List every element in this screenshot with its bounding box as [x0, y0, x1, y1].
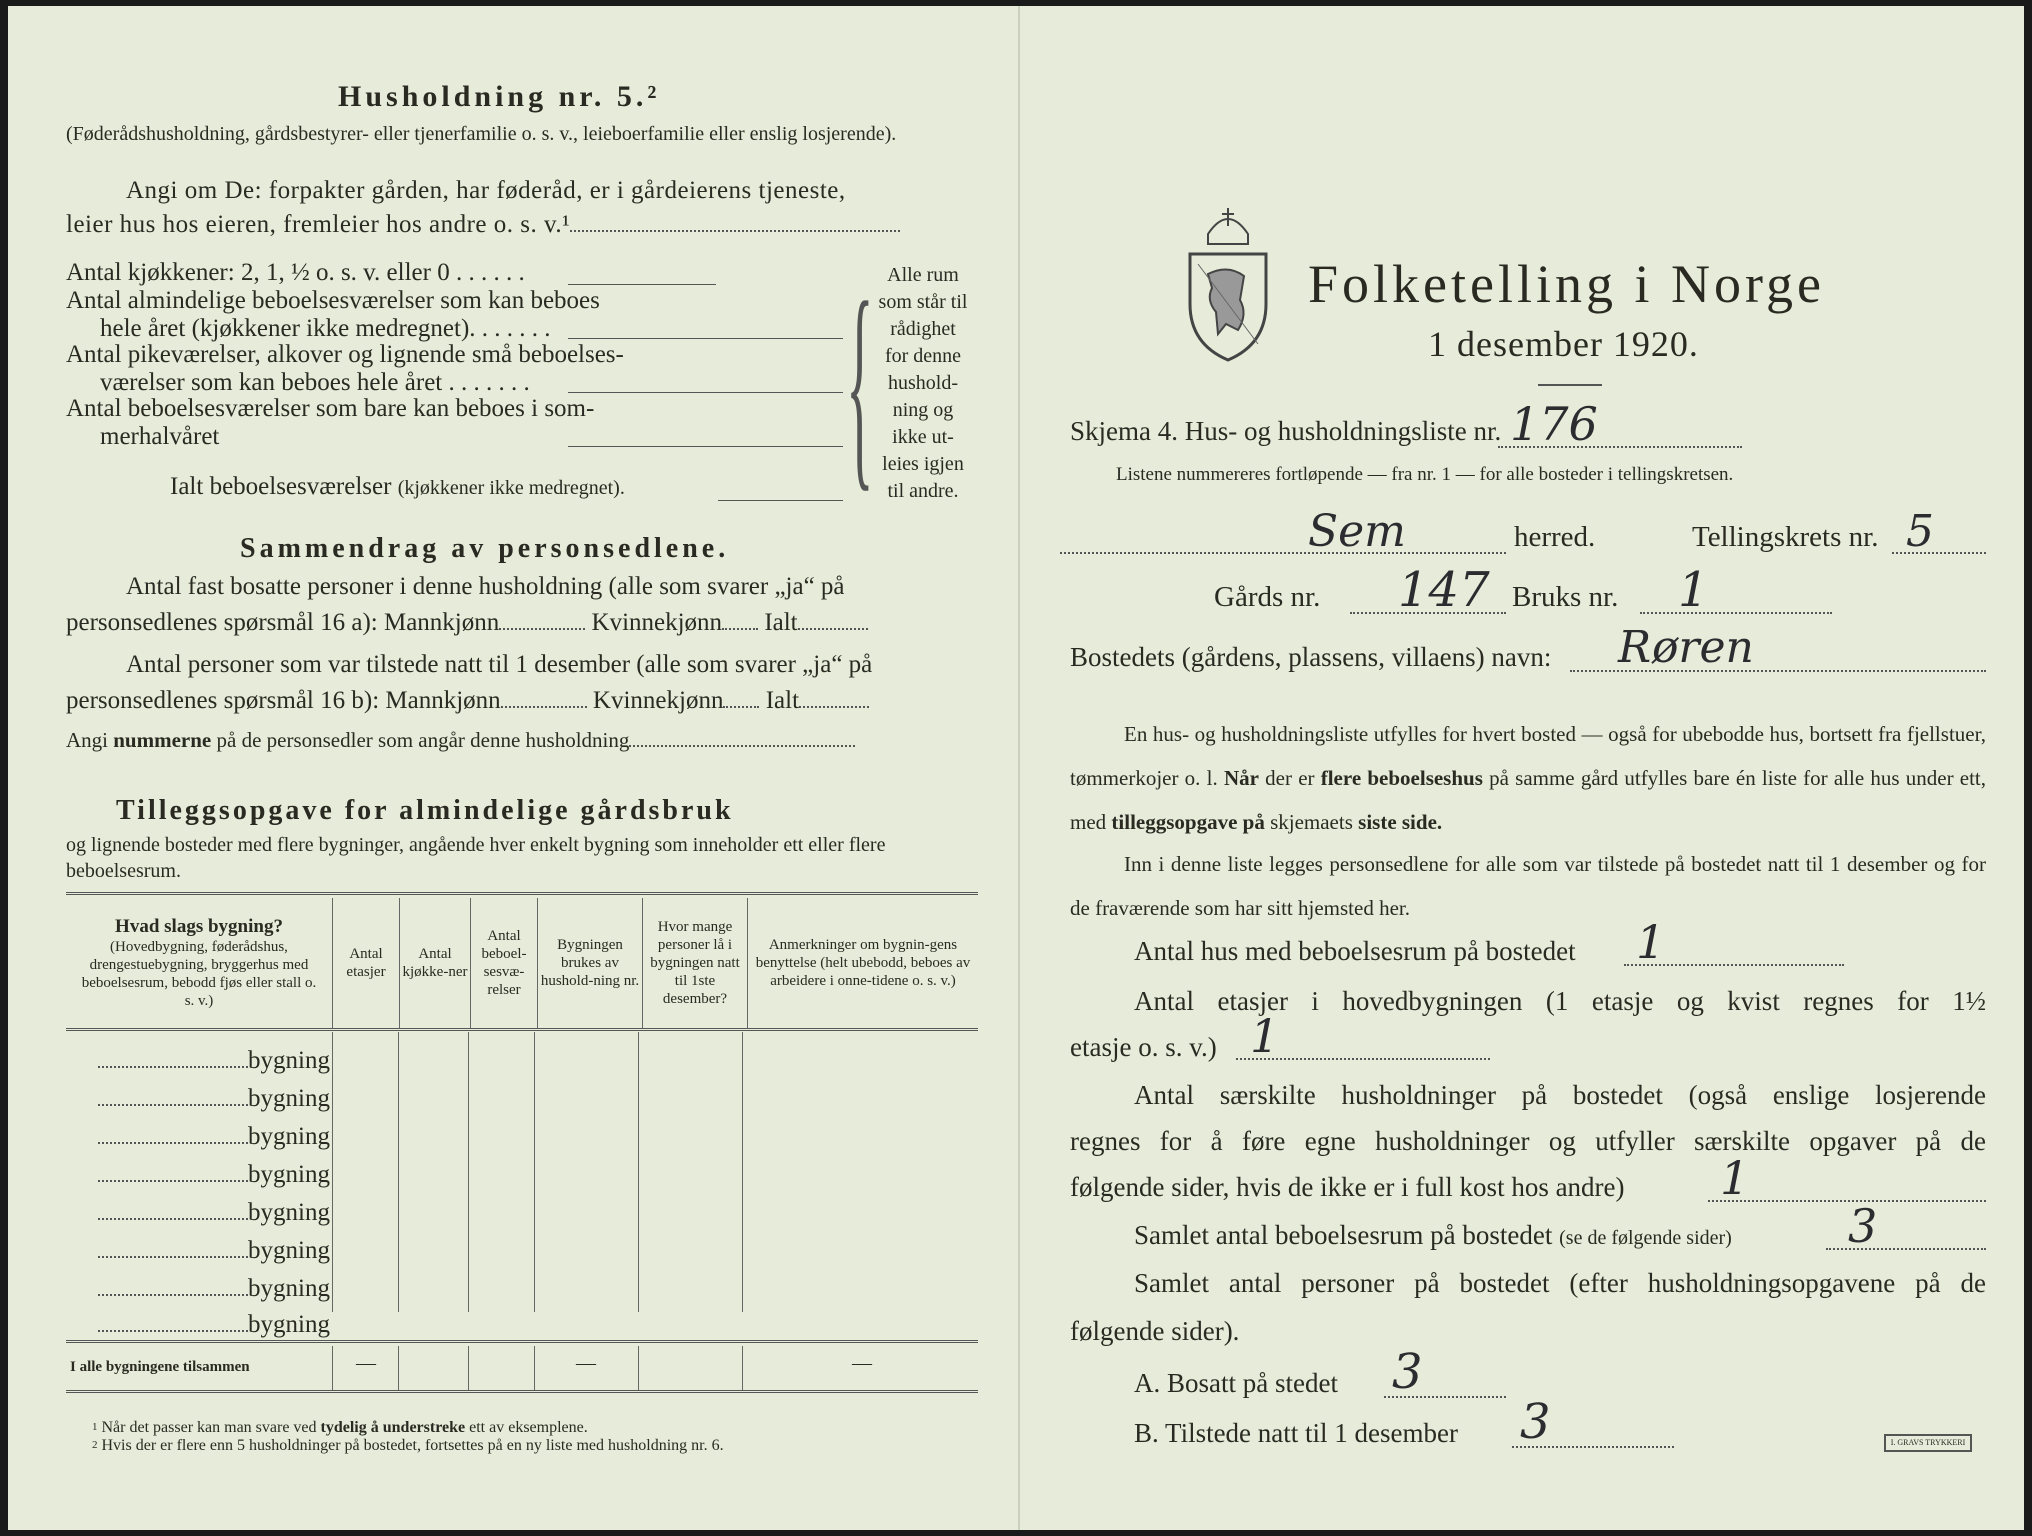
side-note-line: leies igjen: [882, 453, 964, 475]
bosatt-value[interactable]: 3: [1392, 1344, 1423, 1400]
bruks-value[interactable]: 1: [1678, 562, 1709, 618]
col-divider: [398, 1346, 399, 1390]
sammendrag-1b: [66, 608, 868, 638]
nummerne-pre: Angi: [66, 728, 108, 752]
col-divider: [534, 1346, 535, 1390]
sammendrag-2b-label: personsedlenes spørsmål 16 b): Mannkjønn: [66, 687, 501, 714]
col-husholdning-nr: Bygningen brukes av hushold-ning nr.: [538, 898, 643, 1028]
gards-label: Gårds nr.: [1214, 581, 1321, 613]
building-table: [66, 898, 978, 1028]
col-beboelsesvaerelser: Antal beboel-sesvæ-relser: [471, 898, 538, 1028]
row-label: bygning: [248, 1237, 330, 1264]
saerskilte-field-line[interactable]: [1708, 1200, 1986, 1202]
row-label: bygning: [248, 1085, 330, 1112]
rooms-sommer-1: Antal beboelsesværelser som bare kan beboes i som-: [66, 395, 595, 422]
row-label: bygning: [248, 1311, 330, 1338]
antal-etasjer-2: etasje o. s. v.): [1070, 1032, 1217, 1062]
mann-1-field[interactable]: [499, 628, 585, 630]
samlet-rum-note: (se de følgende sider): [1559, 1227, 1732, 1249]
samlet-pers-1: Samlet antal personer på bostedet (efter husholdningsopgavene på de: [1134, 1268, 1986, 1298]
nummerne-bold: nummerne: [113, 728, 212, 752]
para-1-bold: tilleggsopgave på: [1111, 810, 1265, 834]
para-1-text: på samme gård utfylles bare én liste for alle hus under ett, med: [1070, 766, 1987, 834]
census-date: 1 desember 1920.: [1428, 324, 1699, 364]
ialt-1-label: Ialt: [764, 609, 798, 636]
para-1: [1070, 712, 1986, 844]
samlet-pers-2: følgende sider).: [1070, 1316, 1240, 1346]
bruks-field-line[interactable]: [1640, 612, 1832, 614]
table-row[interactable]: [66, 1274, 330, 1304]
row-label: bygning: [248, 1161, 330, 1188]
col-divider: [742, 1346, 743, 1390]
col-divider: [638, 1346, 639, 1390]
sammendrag-1b-label: personsedlenes spørsmål 16 a): Mannkjønn: [66, 609, 500, 636]
title-divider: [1538, 384, 1602, 386]
bruks-label: Bruks nr.: [1512, 581, 1619, 613]
row-label: bygning: [248, 1199, 330, 1226]
bosatt-label: A. Bosatt på stedet: [1134, 1368, 1338, 1398]
side-note-line: ikke ut-: [892, 426, 954, 448]
row-label: bygning: [248, 1047, 330, 1074]
col-building-type-sub: (Hovedbygning, føderådshus, drengestuebygning, bryggerhus med beboelsesrum, bebodd fjøs eller stall o. s. v.): [81, 939, 317, 1009]
kvinne-1-label: Kvinnekjønn: [591, 609, 723, 636]
table-row[interactable]: [66, 1046, 330, 1076]
table-total-row: [66, 1354, 978, 1384]
rooms-sommer-2: merhalvåret: [100, 423, 220, 450]
samlet-rum-label: Samlet antal beboelsesrum på bostedet: [1134, 1220, 1553, 1250]
tillegg-text: og lignende bosteder med flere bygninger, angående hver enkelt bygning som inneholder ett eller flere beboelsesrum.: [66, 834, 886, 882]
antal-etasjer-1: Antal etasjer i hovedbygningen (1 etasje og kvist regnes for 1½: [1134, 986, 1986, 1016]
rooms-kjokkener-line[interactable]: [568, 284, 716, 285]
table-body-rule: [66, 1340, 978, 1343]
col-building-type: [66, 898, 333, 1028]
right-page: [1018, 6, 2024, 1530]
col-divider: [398, 1032, 399, 1312]
para-1-text: skjemaets: [1270, 810, 1353, 834]
nummerne-line: [66, 728, 855, 752]
col-kjokkener: Antal kjøkke-ner: [400, 898, 471, 1028]
table-top-rule: [66, 892, 978, 895]
ialt-2-field[interactable]: [799, 706, 869, 708]
rooms-side-note: [868, 262, 978, 505]
saerskilte-1: Antal særskilte husholdninger på bostedet (også enslige losjerende: [1134, 1080, 1986, 1110]
rooms-almindelige-2: hele året (kjøkkener ikke medregnet). . . . . . .: [100, 315, 551, 342]
table-bottom-rule: [66, 1390, 978, 1393]
mann-2-field[interactable]: [501, 706, 587, 708]
sammendrag-title: Sammendrag av personsedlene.: [240, 533, 730, 564]
bostedet-value[interactable]: Røren: [1618, 622, 1754, 673]
row-label: bygning: [248, 1123, 330, 1150]
col-divider: [638, 1032, 639, 1312]
col-etasjer: Antal etasjer: [333, 898, 400, 1028]
tellingskrets-label: Tellingskrets nr.: [1692, 521, 1879, 553]
rooms-almindelige-1: Antal almindelige beboelsesværelser som kan beboes: [66, 287, 600, 314]
side-note-line: som står til: [878, 291, 968, 313]
side-note-line: ning og: [892, 399, 954, 421]
kvinne-2-label: Kvinnekjønn: [592, 687, 724, 714]
herred-value[interactable]: Sem: [1308, 506, 1406, 557]
col-personer: Hvor mange personer lå i bygningen natt til 1ste desember?: [643, 898, 748, 1028]
ialt-2-label: Ialt: [765, 687, 800, 714]
tellingskrets-value[interactable]: 5: [1906, 506, 1934, 557]
census-sheet: [8, 6, 2024, 1530]
col-divider: [534, 1032, 535, 1312]
footnote-1-bold: tydelig å understreke: [320, 1419, 466, 1436]
building-table-header: [66, 898, 978, 1028]
col-divider: [468, 1346, 469, 1390]
footnote-2-text: Hvis der er flere enn 5 husholdninger på bostedet, fortsettes på en ny liste med husholdning nr. 6.: [101, 1437, 724, 1454]
skjema-label: Skjema 4. Hus- og husholdningsliste nr.: [1070, 416, 1502, 446]
antal-hus-label: Antal hus med beboelsesrum på bostedet: [1134, 936, 1576, 966]
col-divider: [742, 1032, 743, 1312]
col-divider: [332, 1346, 333, 1390]
table-row[interactable]: [66, 1236, 330, 1266]
antal-etasjer-value[interactable]: 1: [1250, 1009, 1280, 1063]
col-anmerkninger: Anmerkninger om bygnin-gens benyttelse (helt ubebodd, beboes av arbeidere i onne-tidene o. s. v.): [748, 898, 979, 1028]
para-1-bold: flere beboelseshus: [1320, 766, 1483, 790]
herred-field-line[interactable]: [1060, 552, 1506, 554]
side-note-line: rådighet: [890, 318, 956, 340]
saerskilte-3: følgende sider, hvis de ikke er i full kost hos andre): [1070, 1172, 1625, 1202]
angi-line-2: [66, 210, 900, 240]
skjema-value[interactable]: 176: [1510, 397, 1598, 451]
side-note-line: til andre.: [887, 480, 959, 502]
para-1-bold: Når: [1223, 766, 1259, 790]
bostedet-label: Bostedets (gårdens, plassens, villaens) navn:: [1070, 642, 1552, 672]
skjema-line: [1070, 416, 1501, 446]
rooms-brace: {: [846, 255, 874, 510]
gards-value[interactable]: 147: [1398, 562, 1490, 618]
listene-note: Listene nummereres fortløpende — fra nr. 1 — for alle bosteder i tellingskretsen.: [1116, 464, 1734, 485]
rooms-pike-line[interactable]: [568, 392, 843, 393]
rooms-almindelige-line[interactable]: [568, 338, 843, 339]
rooms-pike-2: værelser som kan beboes hele året . . . . . . .: [100, 369, 530, 396]
tilstede-label: B. Tilstede natt til 1 desember: [1134, 1418, 1458, 1448]
col-divider: [468, 1032, 469, 1312]
total-dash: —: [852, 1352, 872, 1374]
total-dash: —: [576, 1352, 596, 1374]
sammendrag-1a: Antal fast bosatte personer i denne husholdning (alle som svarer „ja“ på: [126, 573, 845, 600]
col-divider: [332, 1032, 333, 1312]
household-title: Husholdning nr. 5.²: [338, 80, 661, 113]
rooms-ialt-note: (kjøkkener ikke medregnet).: [397, 477, 625, 499]
para-1-bold: siste side.: [1358, 810, 1443, 834]
footnote-1: [92, 1418, 588, 1437]
table-row[interactable]: [66, 1198, 330, 1228]
rooms-ialt: [170, 472, 625, 502]
total-dash: —: [356, 1352, 376, 1374]
col-building-type-title: Hvad slags bygning?: [115, 916, 283, 937]
para-1-text: der er: [1265, 766, 1315, 790]
household-intro: (Føderådshusholdning, gårdsbestyrer- eller tjenerfamilie o. s. v., leieboerfamilie eller enslig losjerende).: [66, 123, 897, 145]
kvinne-2-field[interactable]: [723, 706, 759, 708]
table-header-rule: [66, 1028, 978, 1031]
coat-of-arms-icon: [1178, 204, 1278, 364]
nummerne-post: på de personsedler som angår denne husholdning: [216, 728, 630, 752]
tilstede-value[interactable]: 3: [1520, 1394, 1551, 1450]
table-row[interactable]: [66, 1160, 330, 1190]
census-title: Folketelling i Norge: [1308, 254, 1825, 314]
rooms-sommer-line[interactable]: [568, 446, 843, 447]
rooms-ialt-line[interactable]: [718, 500, 843, 501]
rooms-ialt-label: Ialt beboelsesværelser: [170, 473, 392, 500]
footnote-1-pre: Når det passer kan man svare ved: [101, 1419, 317, 1436]
side-note-line: hushold-: [888, 372, 958, 394]
ialt-1-field[interactable]: [798, 628, 868, 630]
saerskilte-2: regnes for å føre egne husholdninger og utfyller særskilte opgaver på de: [1070, 1126, 1986, 1156]
para-1-text: En hus- og husholdningsliste utfylles for hvert bosted — også for ubebodde hus, bortsett fra fjellstuer, tømmerkojer o. l.: [1070, 722, 1986, 790]
kvinne-1-field[interactable]: [722, 628, 758, 630]
angi-line-2-text: leier hus hos eieren, fremleier hos andre o. s. v.¹: [66, 211, 571, 238]
footnote-2-mark: 2: [92, 1439, 98, 1451]
saerskilte-value[interactable]: 1: [1720, 1151, 1750, 1205]
angi-line-1: Angi om De: forpakter gården, har føderåd, er i gårdeierens tjeneste,: [126, 177, 846, 204]
footnote-2: [92, 1436, 724, 1455]
samlet-rum-line: [1134, 1220, 1732, 1250]
footnote-1-mark: 1: [92, 1421, 98, 1433]
side-note-line: Alle rum: [887, 264, 959, 286]
printer-stamp: [1884, 1434, 1972, 1452]
table-row[interactable]: [66, 1310, 330, 1340]
row-label: bygning: [248, 1275, 330, 1302]
angi-answer-line[interactable]: [570, 230, 900, 232]
samlet-rum-value[interactable]: 3: [1848, 1199, 1878, 1253]
printer-stamp-text: I. GRAVS TRYKKERI: [1890, 1438, 1966, 1447]
left-page: [8, 6, 1018, 1530]
tillegg-title: Tilleggsopgave for almindelige gårdsbruk: [116, 795, 734, 826]
table-row[interactable]: [66, 1084, 330, 1114]
sammendrag-2a: Antal personer som var tilstede natt til 1 desember (alle som svarer „ja“ på: [126, 651, 873, 678]
antal-hus-value[interactable]: 1: [1636, 915, 1666, 969]
herred-label: herred.: [1514, 521, 1596, 553]
sammendrag-2b: [66, 686, 869, 716]
rooms-pike-1: Antal pikeværelser, alkover og lignende små beboelses-: [66, 341, 624, 368]
side-note-line: for denne: [884, 345, 962, 367]
nummerne-field[interactable]: [629, 745, 855, 747]
para-2: Inn i denne liste legges personsedlene for alle som var tilstede på bostedet natt til 1 desember og for de fraværende som har sitt hjemsted her.: [1070, 852, 1986, 920]
table-row[interactable]: [66, 1122, 330, 1152]
rooms-kjokkener: Antal kjøkkener: 2, 1, ½ o. s. v. eller 0 . . . . . .: [66, 259, 525, 286]
footnote-1-post: ett av eksemplene.: [469, 1419, 588, 1436]
total-label: I alle bygningene tilsammen: [70, 1359, 250, 1375]
